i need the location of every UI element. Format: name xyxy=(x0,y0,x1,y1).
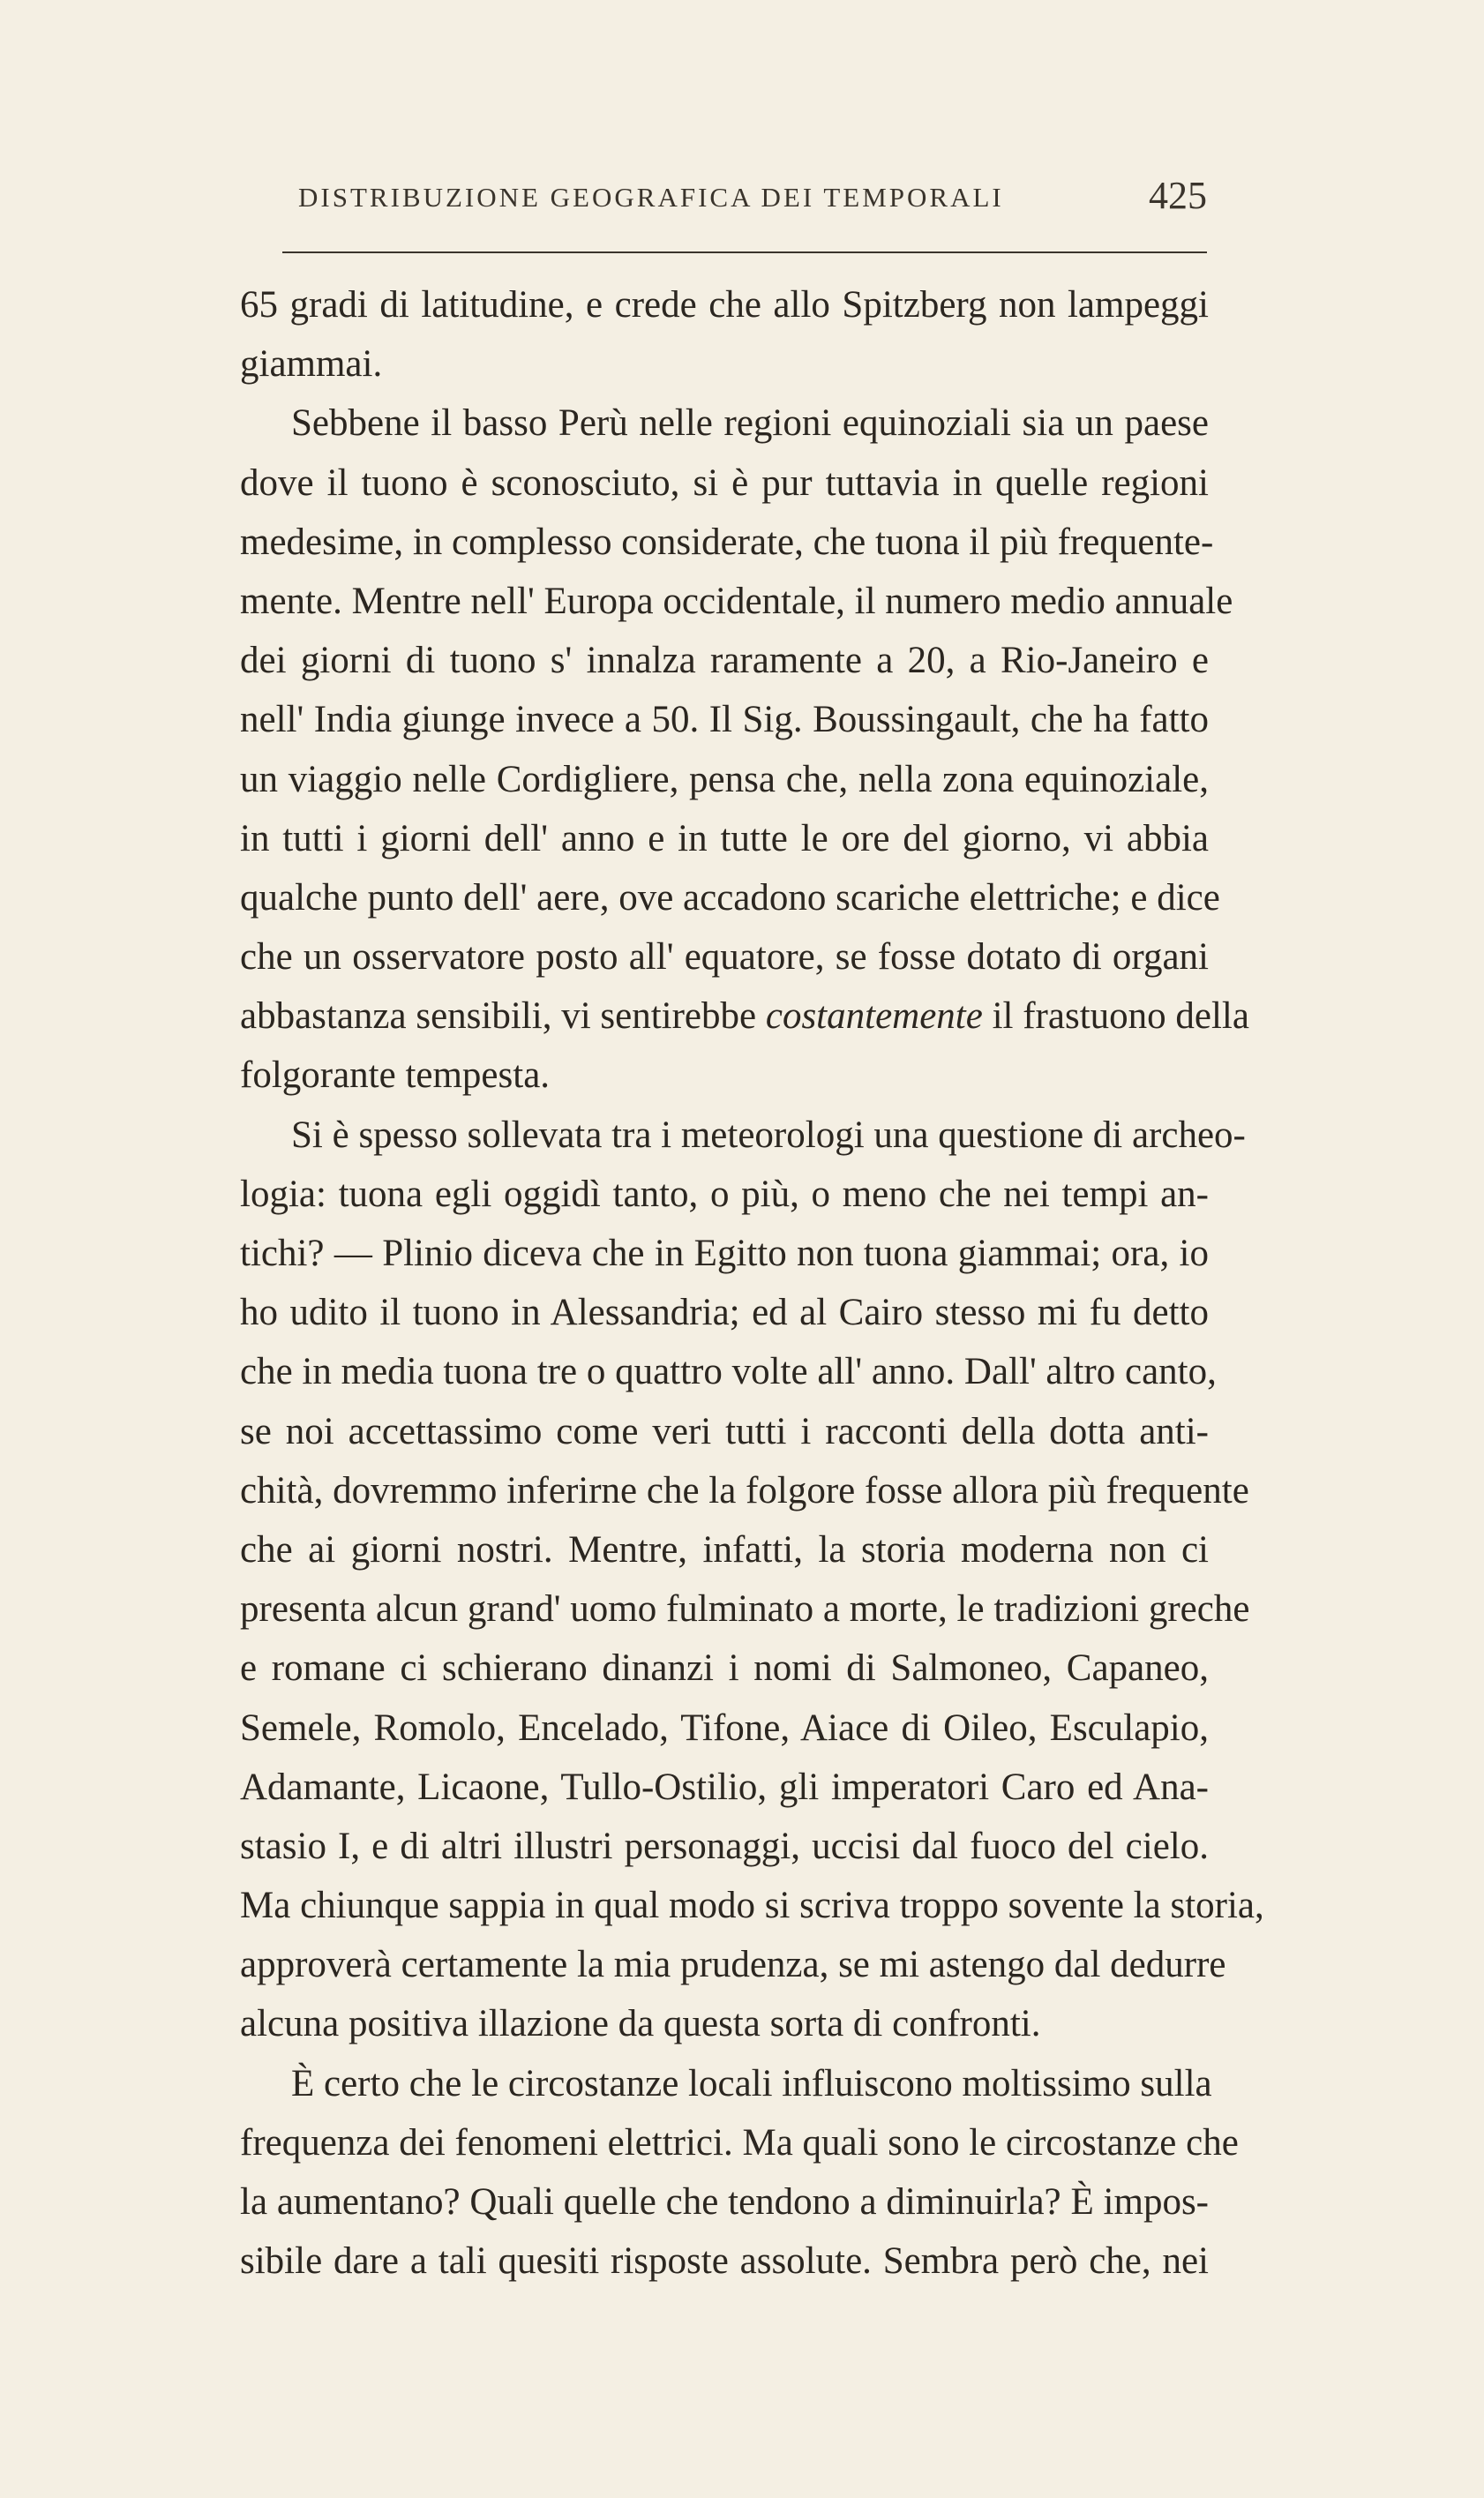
running-title: DISTRIBUZIONE GEOGRAFICA DEI TEMPORALI xyxy=(298,182,1004,213)
text-line: mente. Mentre nell' Europa occidentale, il numero medio annuale xyxy=(240,580,1233,622)
text-line: 65 gradi di latitudine, e crede che allo Spitzberg non lampeggi xyxy=(240,284,1209,326)
text-line: folgorante tempesta. xyxy=(240,1054,551,1097)
text-line: chità, dovremmo inferirne che la folgore fosse allora più frequente xyxy=(240,1469,1249,1512)
text-line: sibile dare a tali quesiti risposte assolute. Sembra però che, nei xyxy=(240,2240,1209,2283)
text-line: Ma chiunque sappia in qual modo si scriva troppo sovente la storia, xyxy=(240,1885,1264,1927)
italic-word: costantemente xyxy=(765,995,983,1038)
text-line: qualche punto dell' aere, ove accadono scariche elettriche; e dice xyxy=(240,876,1220,919)
text-line: stasio I, e di altri illustri personaggi, uccisi dal fuoco del cielo. xyxy=(240,1825,1209,1867)
page-number: 425 xyxy=(1149,174,1207,217)
text-line: che in media tuona tre o quattro volte all' anno. Dall' altro canto, xyxy=(240,1351,1217,1393)
text-run: il frastuono della xyxy=(982,995,1249,1038)
text-line: dove il tuono è sconosciuto, si è pur tuttavia in quelle regioni xyxy=(240,461,1209,504)
body-text xyxy=(240,275,1264,2291)
text-line: giammai. xyxy=(240,343,383,386)
page-header xyxy=(282,173,1207,226)
text-line: presenta alcun grand' uomo fulminato a morte, le tradizioni greche xyxy=(240,1588,1250,1631)
text-line: Adamante, Licaone, Tullo-Ostilio, gli imperatori Caro ed Ana- xyxy=(240,1766,1209,1808)
text-line: medesime, in complesso considerate, che tuona il più frequente- xyxy=(240,521,1214,563)
text-line: nell' India giunge invece a 50. Il Sig. Boussingault, che ha fatto xyxy=(240,699,1209,741)
text-line: e romane ci schierano dinanzi i nomi di Salmoneo, Capaneo, xyxy=(240,1647,1209,1690)
text-line: la aumentano? Quali quelle che tendono a diminuirla? È impos- xyxy=(240,2181,1209,2223)
text-line: approverà certamente la mia prudenza, se mi astengo dal dedurre xyxy=(240,1944,1226,1986)
text-line: È certo che le circostanze locali influiscono moltissimo sulla xyxy=(291,2062,1212,2104)
text-run: abbastanza sensibili, vi sentirebbe xyxy=(240,995,766,1038)
text-line: frequenza dei fenomeni elettrici. Ma quali sono le circostanze che xyxy=(240,2121,1239,2164)
text-line: Si è spesso sollevata tra i meteorologi una questione di archeo- xyxy=(291,1114,1246,1156)
text-line: Semele, Romolo, Encelado, Tifone, Aiace di Oileo, Esculapio, xyxy=(240,1707,1209,1749)
text-line: che un osservatore posto all' equatore, se fosse dotato di organi xyxy=(240,936,1209,979)
text-line: se noi accettassimo come veri tutti i racconti della dotta anti- xyxy=(240,1410,1209,1452)
text-line: alcuna positiva illazione da questa sorta di confronti. xyxy=(240,2003,1041,2045)
text-line: ho udito il tuono in Alessandria; ed al Cairo stesso mi fu detto xyxy=(240,1292,1209,1334)
text-line: in tutti i giorni dell' anno e in tutte le ore del giorno, vi abbia xyxy=(240,817,1209,859)
text-line: logia: tuona egli oggidì tanto, o più, o meno che nei tempi an- xyxy=(240,1173,1209,1215)
text-line: tichi? — Plinio diceva che in Egitto non tuona giammai; ora, io xyxy=(240,1233,1209,1274)
text-line: che ai giorni nostri. Mentre, infatti, la storia moderna non ci xyxy=(240,1528,1209,1571)
text-line: dei giorni di tuono s' innalza raramente a 20, a Rio-Janeiro e xyxy=(240,640,1209,682)
text-line: un viaggio nelle Cordigliere, pensa che, nella zona equinoziale, xyxy=(240,758,1209,800)
text-line xyxy=(240,986,1249,1046)
header-rule xyxy=(282,251,1207,253)
text-line: Sebbene il basso Perù nelle regioni equinoziali sia un paese xyxy=(291,402,1209,445)
